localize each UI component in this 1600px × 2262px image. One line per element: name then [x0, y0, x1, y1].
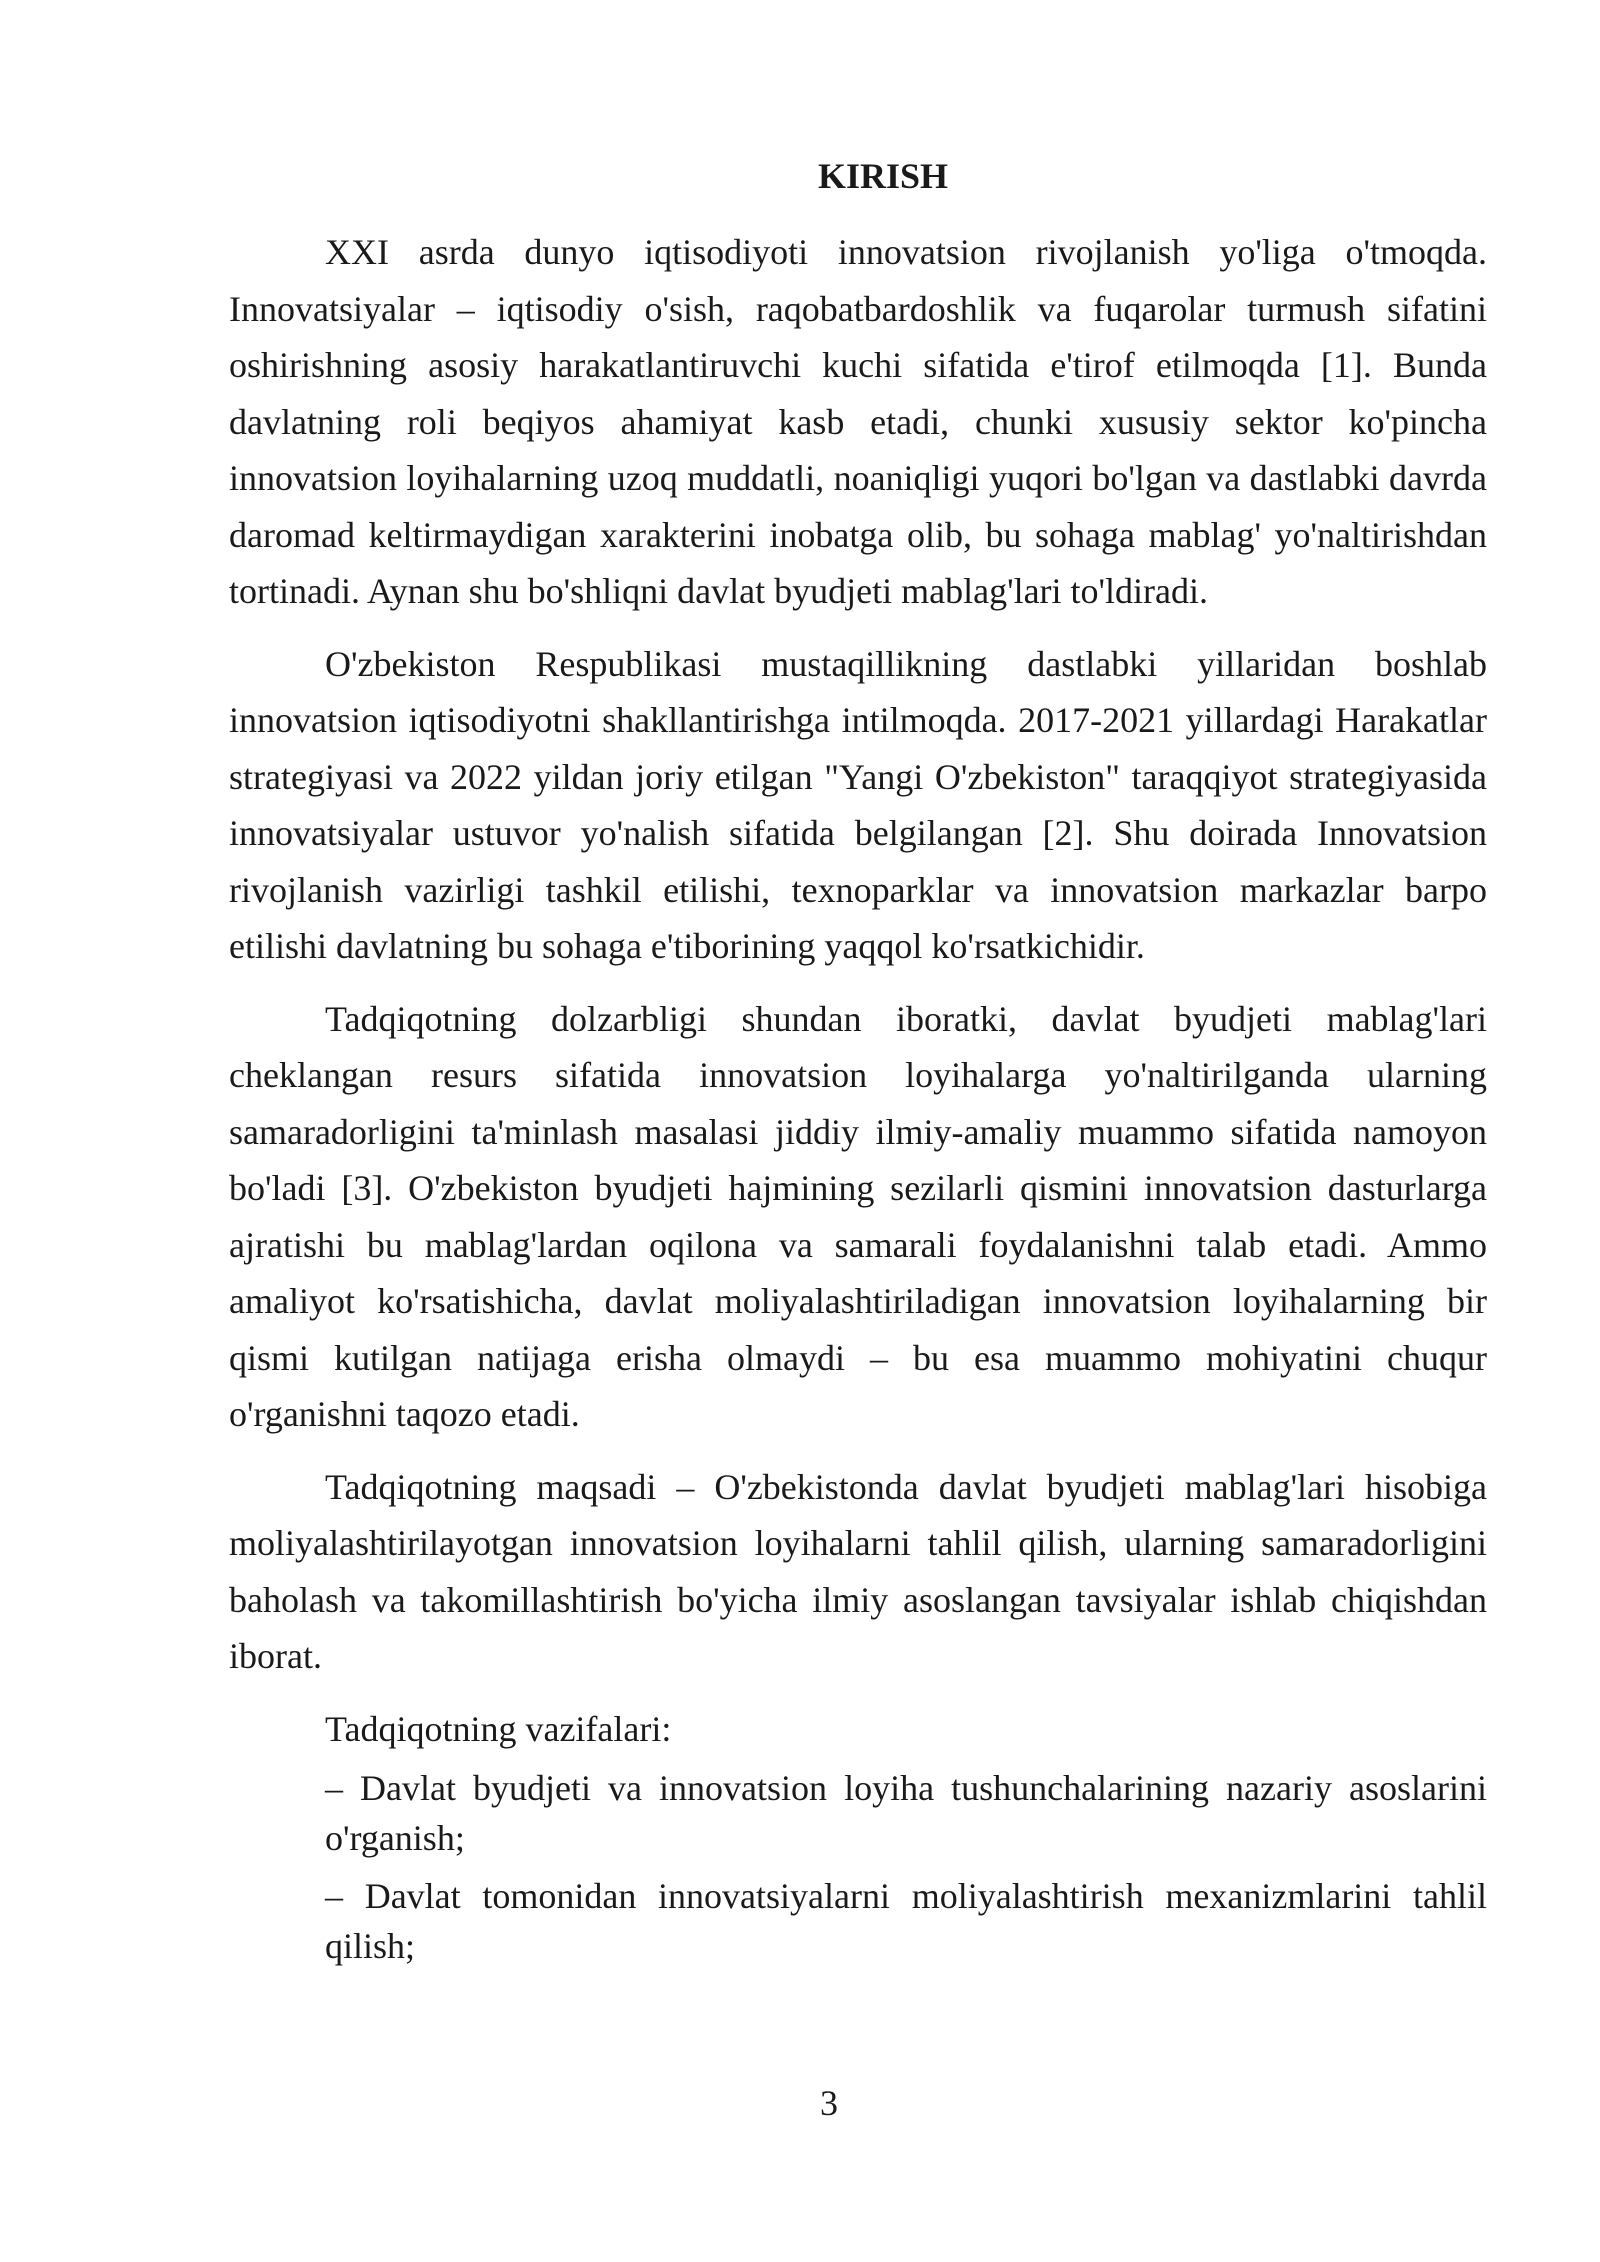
task-item: – Davlat byudjeti va innovatsion loyiha tushunchalarining nazariy asoslarini o'rganish;	[325, 1767, 1487, 1858]
paragraph-context: O'zbekiston Respublikasi mustaqillikning dastlabki yillaridan boshlab innovatsion iqtisodiyotni shakllantirishga intilmoqda. 2017-2021 yillardagi Harakatlar strategiyasi va 2022 yildan joriy etilgan "Yangi O'zbekiston" taraqqiyot strategiyasida innovatsiyalar ustuvor yo'nalish sifatida belgilangan [2]. Shu doirada Innovatsion rivojlanish vazirligi tashkil etilishi, texnoparklar va innovatsion markazlar barpo etilishi davlatning bu sohaga e'tiborining yaqqol ko'rsatkichidir.	[229, 643, 1487, 966]
page-number: 3	[820, 2083, 838, 2123]
section-title: KIRISH	[817, 156, 949, 196]
paragraph-intro: XXI asrda dunyo iqtisodiyoti innovatsion rivojlanish yo'liga o'tmoqda. Innovatsiyalar – iqtisodiy o'sish, raqobatbardoshlik va fuqarolar turmush sifatini oshirishning asosiy harakatlantiruvchi kuchi sifatida e'tirof etilmoqda [1]. Bunda davlatning roli beqiyos ahamiyat kasb etadi, chunki xususiy sektor ko'pincha innovatsion loyihalarning uzoq muddatli, noaniqligi yuqori bo'lgan va dastlabki davrda daromad keltirmaydigan xarakterini inobatga olib, bu sohaga mablag' yo'naltirishdan tortinadi. Aynan shu bo'shliqni davlat byudjeti mablag'lari to'ldiradi.	[229, 232, 1487, 611]
paragraph-goal: Tadqiqotning maqsadi – O'zbekistonda davlat byudjeti mablag'lari hisobiga moliyalashtirilayotgan innovatsion loyihalarni tahlil qilish, ularning samaradorligini baholash va takomillashtirish bo'yicha ilmiy asoslangan tavsiyalar ishlab chiqishdan iborat.	[229, 1466, 1487, 1676]
tasks-heading: Tadqiqotning vazifalari:	[325, 1708, 672, 1749]
document-page	[229, 150, 1487, 1979]
task-item: – Davlat tomonidan innovatsiyalarni moliyalashtirish mexanizmlarini tahlil qilish;	[325, 1875, 1487, 1966]
paragraph-relevance: Tadqiqotning dolzarbligi shundan iboratki, davlat byudjeti mablag'lari cheklangan resurs sifatida innovatsion loyihalarga yo'naltirilganda ularning samaradorligini ta'minlash masalasi jiddiy ilmiy-amaliy muammo sifatida namoyon bo'ladi [3]. O'zbekiston byudjeti hajmining sezilarli qismini innovatsion dasturlarga ajratishi bu mablag'lardan oqilona va samarali foydalanishni talab etadi. Ammo amaliyot ko'rsatishicha, davlat moliyalashtiriladigan innovatsion loyihalarning bir qismi kutilgan natijaga erisha olmaydi – bu esa muammo mohiyatini chuqur o'rganishni taqozo etadi.	[229, 998, 1487, 1434]
